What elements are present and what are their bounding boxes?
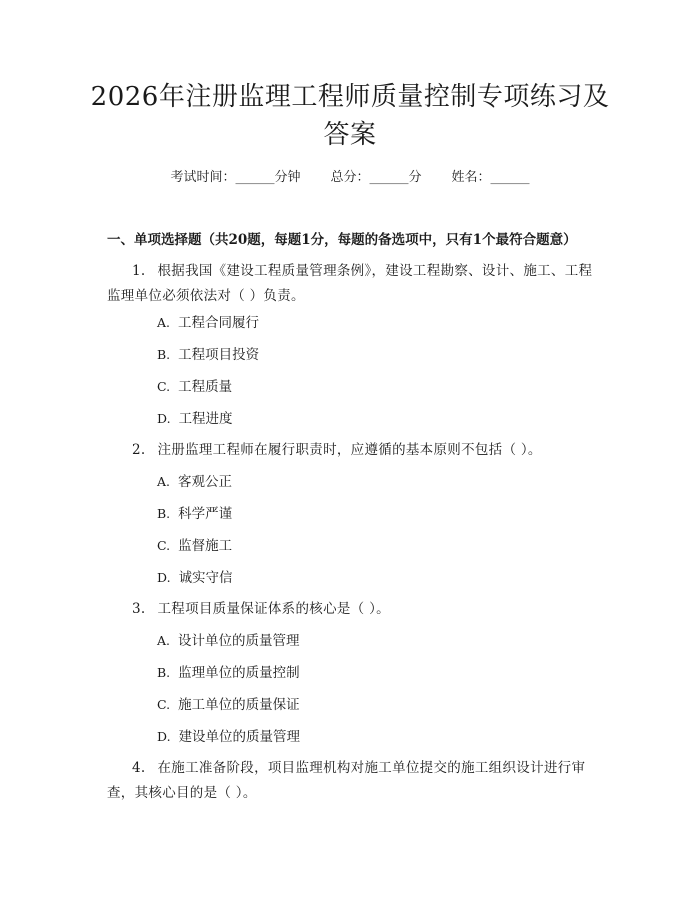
exam-time-label: 考试时间：______分钟 [170, 170, 301, 185]
option-text: 监督施工 [178, 538, 233, 554]
question-number: 3. [132, 601, 146, 617]
option-letter: A. [157, 633, 171, 648]
title-line-2: 答案 [323, 120, 377, 150]
option-letter: C. [157, 697, 171, 712]
question-1 [107, 259, 597, 309]
option-3c [157, 695, 300, 715]
option-letter: D. [157, 411, 171, 426]
exam-info [0, 168, 700, 188]
option-text: 设计单位的质量管理 [178, 633, 300, 649]
question-4 [107, 756, 597, 806]
option-3b [157, 663, 300, 683]
option-letter: D. [157, 729, 171, 744]
option-1d [157, 409, 233, 429]
option-text: 工程项目投资 [178, 347, 260, 363]
option-text: 工程质量 [178, 379, 233, 395]
question-number: 4. [132, 760, 146, 776]
option-letter: B. [157, 665, 171, 680]
option-text: 诚实守信 [178, 570, 233, 586]
option-3d [157, 727, 300, 747]
question-text: 根据我国《建设工程质量管理条例》，建设工程勘察、设计、施工、工程监理单位必须依法对（ ）负责。 [107, 263, 593, 304]
option-2d [157, 568, 233, 588]
question-text: 注册监理工程师在履行职责时，应遵循的基本原则不包括（ ）。 [157, 442, 542, 458]
question-text: 在施工准备阶段，项目监理机构对施工单位提交的施工组织设计进行审查，其核心目的是（ ）。 [107, 760, 586, 801]
option-text: 施工单位的质量保证 [178, 697, 300, 713]
option-letter: B. [157, 347, 171, 362]
option-2b [157, 504, 232, 524]
option-letter: C. [157, 379, 171, 394]
section-heading: 一、单项选择题（共20题，每题1分，每题的备选项中，只有1个最符合题意） [107, 232, 577, 248]
option-text: 工程进度 [178, 411, 233, 427]
document-title [80, 78, 620, 154]
question-3 [107, 597, 597, 622]
total-score-label: 总分：______分 [330, 170, 422, 185]
option-1c [157, 377, 232, 397]
option-text: 工程合同履行 [178, 315, 260, 331]
option-text: 建设单位的质量管理 [178, 729, 301, 745]
option-2a [157, 472, 232, 492]
option-letter: B. [157, 506, 171, 521]
option-text: 监理单位的质量控制 [178, 665, 300, 681]
option-text: 科学严谨 [178, 506, 233, 522]
name-label: 姓名：______ [451, 170, 530, 185]
option-text: 客观公正 [178, 474, 233, 490]
question-2 [107, 438, 597, 463]
question-text: 工程项目质量保证体系的核心是（ ）。 [157, 601, 390, 617]
option-1a [157, 313, 259, 333]
option-letter: A. [157, 474, 171, 489]
option-letter: C. [157, 538, 171, 553]
title-line-1: 2026年注册监理工程师质量控制专项练习及 [90, 82, 610, 112]
option-letter: A. [157, 315, 171, 330]
option-letter: D. [157, 570, 171, 585]
option-1b [157, 345, 259, 365]
question-number: 2. [132, 442, 146, 458]
question-number: 1. [132, 263, 146, 279]
option-2c [157, 536, 232, 556]
option-3a [157, 631, 300, 651]
